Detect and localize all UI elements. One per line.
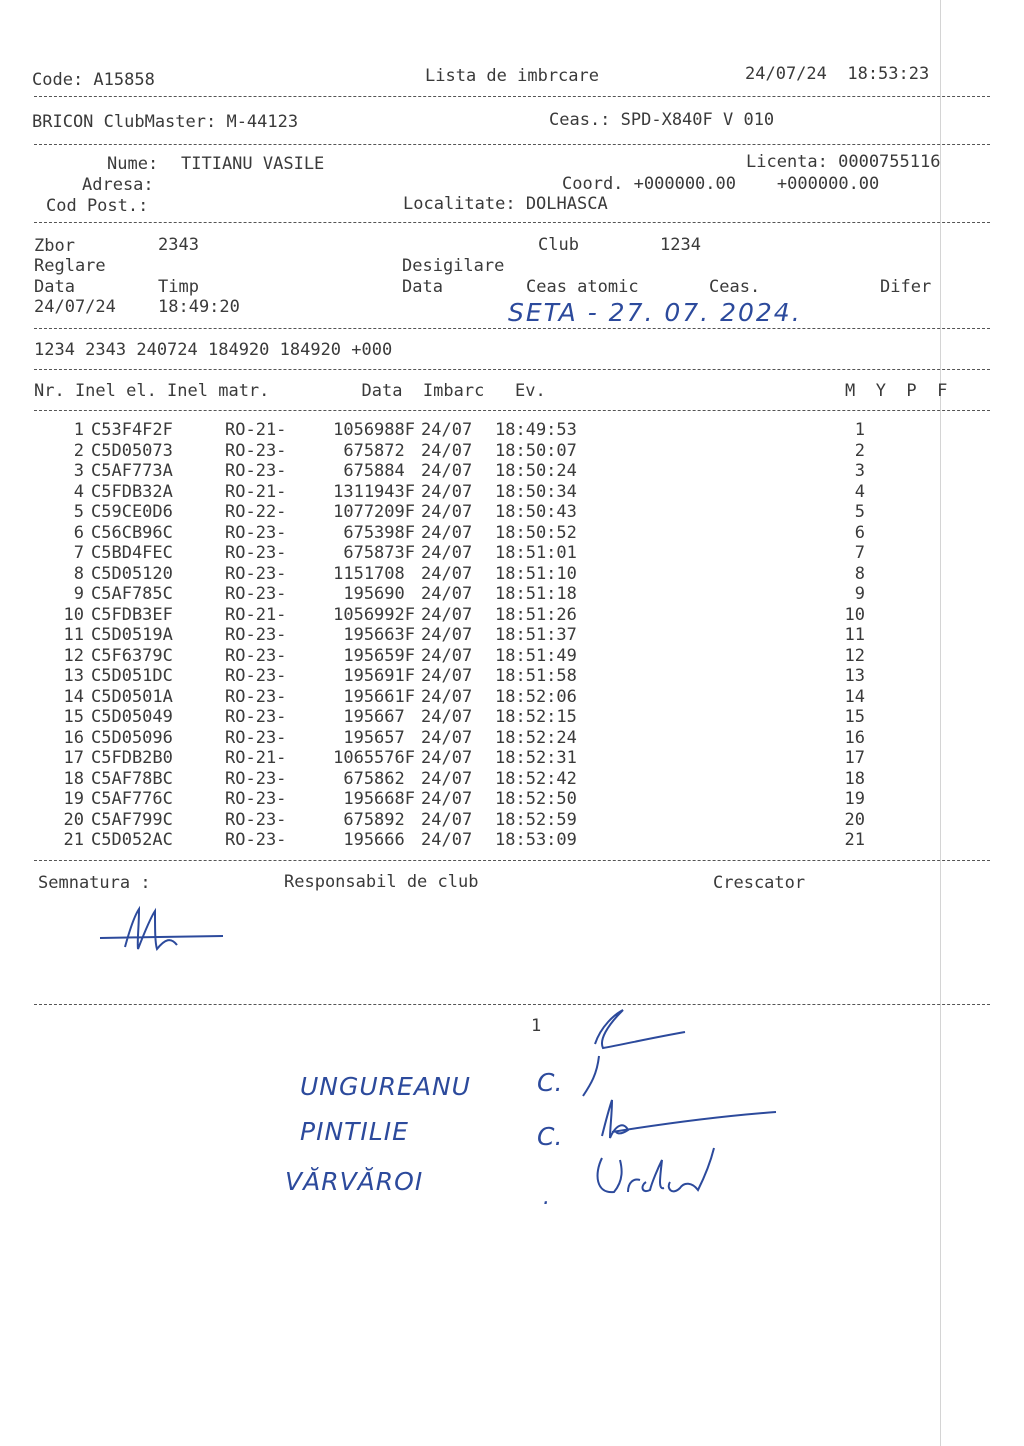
ring-series: RO-21- xyxy=(225,604,287,625)
row-number: 6 xyxy=(73,522,84,543)
electronic-ring: C5D05049 xyxy=(91,707,173,727)
club-responsible-label: Responsabil de club xyxy=(284,872,479,892)
electronic-ring: C5AF785C xyxy=(91,584,173,604)
row-number: 14 xyxy=(63,686,84,707)
table-row xyxy=(34,625,865,646)
clock-date: 24/07 xyxy=(421,543,473,563)
clock-time: 18:52:06 xyxy=(495,686,577,707)
flight-label: Zbor xyxy=(34,236,75,256)
scan-fold-line xyxy=(940,0,941,1446)
separator xyxy=(34,860,990,861)
handwritten-name-1: UNGUREANU xyxy=(300,1072,471,1101)
rank-m: 12 xyxy=(844,645,865,666)
rank-m: 18 xyxy=(844,768,865,789)
separator xyxy=(34,222,990,223)
ring-series: RO-23- xyxy=(225,543,287,563)
rank-m: 6 xyxy=(854,522,865,543)
rank-m: 11 xyxy=(844,625,865,645)
clock-date: 24/07 xyxy=(421,584,473,604)
owner-name: TITIANU VASILE xyxy=(181,154,325,174)
clock-date: 24/07 xyxy=(421,707,473,727)
rank-m: 10 xyxy=(844,604,865,625)
ring-number: 195657 xyxy=(343,727,415,748)
clock-date: 24/07 xyxy=(421,625,473,645)
set-date: 24/07/24 xyxy=(34,297,116,317)
electronic-ring: C5D05073 xyxy=(91,440,173,461)
clock-time: 18:51:37 xyxy=(495,625,577,645)
table-row xyxy=(34,420,865,441)
clock-time: 18:50:24 xyxy=(495,461,577,481)
clock-date: 24/07 xyxy=(421,645,473,666)
electronic-ring: C5AF776C xyxy=(91,789,173,809)
table-row xyxy=(34,646,865,667)
clock-time: 18:51:01 xyxy=(495,543,577,563)
electronic-ring: C5D052AC xyxy=(91,830,173,850)
clock-date: 24/07 xyxy=(421,727,473,748)
handwritten-signature-3 xyxy=(588,1138,738,1208)
electronic-ring: C5D05096 xyxy=(91,727,173,748)
name-label: Nume: xyxy=(107,154,159,174)
table-row xyxy=(34,830,865,851)
reglare-label: Reglare xyxy=(34,256,106,276)
ring-series: RO-23- xyxy=(225,645,287,666)
table-row xyxy=(34,707,865,728)
electronic-ring: C5FDB32A xyxy=(91,481,173,502)
ring-series: RO-23- xyxy=(225,625,287,645)
clock-date: 24/07 xyxy=(421,502,473,522)
electronic-ring: C53F4F2F xyxy=(91,420,173,440)
ring-series: RO-23- xyxy=(225,563,287,584)
ring-number: 1056992F xyxy=(333,604,415,625)
row-number: 12 xyxy=(63,645,84,666)
clock-time: 18:50:43 xyxy=(495,502,577,522)
signature-label: Semnatura : xyxy=(38,873,151,893)
rank-m: 14 xyxy=(844,686,865,707)
table-row xyxy=(34,810,865,831)
ring-series: RO-23- xyxy=(225,830,287,850)
rank-m: 20 xyxy=(844,809,865,830)
table-row xyxy=(34,666,865,687)
table-row xyxy=(34,461,865,482)
code: Code: A15858 xyxy=(32,70,155,90)
ring-series: RO-21- xyxy=(225,420,287,440)
handwritten-signature-1 xyxy=(565,1004,715,1104)
table-row xyxy=(34,543,865,564)
ring-series: RO-23- xyxy=(225,789,287,809)
table-row xyxy=(34,789,865,810)
separator xyxy=(34,1004,990,1005)
ring-series: RO-23- xyxy=(225,461,287,481)
ring-series: RO-22- xyxy=(225,502,287,522)
electronic-ring: C5AF799C xyxy=(91,809,173,830)
electronic-ring: C5D0501A xyxy=(91,686,173,707)
row-number: 10 xyxy=(63,604,84,625)
row-number: 5 xyxy=(73,502,84,522)
rank-m: 4 xyxy=(854,481,865,502)
clock-date: 24/07 xyxy=(421,830,473,850)
clock-time: 18:52:50 xyxy=(495,789,577,809)
difference-label: Difer xyxy=(880,277,932,297)
electronic-ring: C5FDB2B0 xyxy=(91,748,173,768)
electronic-ring: C5D051DC xyxy=(91,666,173,686)
flag-columns: M Y P F xyxy=(845,381,948,401)
ring-number: 675862 xyxy=(343,768,415,789)
ring-number: 1065576F xyxy=(333,748,415,768)
clock-date: 24/07 xyxy=(421,666,473,686)
clock-time: 18:53:09 xyxy=(495,830,577,850)
ring-series: RO-23- xyxy=(225,727,287,748)
ring-number: 1311943F xyxy=(333,481,415,502)
ring-number: 675872 xyxy=(343,440,415,461)
ring-series: RO-23- xyxy=(225,686,287,707)
ring-series: RO-23- xyxy=(225,707,287,727)
rank-m: 17 xyxy=(844,748,865,768)
rank-m: 16 xyxy=(844,727,865,748)
row-number: 18 xyxy=(63,768,84,789)
ring-number: 195690 xyxy=(343,584,415,604)
ring-series: RO-23- xyxy=(225,584,287,604)
handwritten-name-3: VĂRVĂROI xyxy=(285,1167,424,1196)
table-row xyxy=(34,502,865,523)
electronic-ring: C59CE0D6 xyxy=(91,502,173,522)
row-number: 13 xyxy=(63,666,84,686)
handwritten-mark-1: C. xyxy=(537,1068,563,1097)
separator xyxy=(34,328,990,329)
rank-m: 21 xyxy=(844,830,865,850)
ring-series: RO-23- xyxy=(225,440,287,461)
ring-series: RO-23- xyxy=(225,522,287,543)
clock-time: 18:52:31 xyxy=(495,748,577,768)
clock-time: 18:49:53 xyxy=(495,420,577,440)
separator xyxy=(34,410,990,411)
rank-m: 1 xyxy=(854,420,865,440)
ring-number: 675398F xyxy=(343,522,415,543)
ring-number: 1151708 xyxy=(333,563,415,584)
clock-id: Ceas.: SPD-X840F V 010 xyxy=(549,110,775,130)
locality: Localitate: DOLHASCA xyxy=(403,194,608,214)
clock-time: 18:52:24 xyxy=(495,727,577,748)
clock-date: 24/07 xyxy=(421,604,473,625)
table-row xyxy=(34,605,865,626)
atomic-clock-label: Ceas atomic xyxy=(526,277,639,297)
clock-date: 24/07 xyxy=(421,461,473,481)
ring-number: 675873F xyxy=(343,543,415,563)
rank-m: 13 xyxy=(844,666,865,686)
electronic-ring: C5AF773A xyxy=(91,461,173,481)
ring-series: RO-23- xyxy=(225,809,287,830)
ring-series: RO-21- xyxy=(225,481,287,502)
clock-time: 18:51:18 xyxy=(495,584,577,604)
coordinates: Coord. +000000.00 +000000.00 xyxy=(562,174,880,194)
clock-time: 18:50:07 xyxy=(495,440,577,461)
separator xyxy=(34,96,990,97)
row-number: 15 xyxy=(63,707,84,727)
rank-m: 2 xyxy=(854,440,865,461)
electronic-ring: C5FDB3EF xyxy=(91,604,173,625)
breeder-label: Crescator xyxy=(713,873,806,893)
document-title: Lista de imbrcare xyxy=(425,66,599,86)
rank-m: 7 xyxy=(854,543,865,563)
ring-number: 1056988F xyxy=(333,420,415,440)
table-row xyxy=(34,728,865,749)
electronic-ring: C5BD4FEC xyxy=(91,543,173,563)
clock-date: 24/07 xyxy=(421,522,473,543)
rank-m: 5 xyxy=(854,502,865,522)
handwritten-mark-2: C. xyxy=(537,1122,563,1151)
row-number: 17 xyxy=(63,748,84,768)
ring-number: 195667 xyxy=(343,707,415,727)
ring-number: 195668F xyxy=(343,789,415,809)
row-number: 1 xyxy=(73,420,84,440)
electronic-ring: C5AF78BC xyxy=(91,768,173,789)
table-row xyxy=(34,769,865,790)
handwritten-mark-3: . xyxy=(543,1185,550,1210)
rank-m: 15 xyxy=(844,707,865,727)
row-number: 21 xyxy=(63,830,84,850)
set-time: 18:49:20 xyxy=(158,297,240,317)
date-label-2: Data xyxy=(402,277,443,297)
time-label: Timp xyxy=(158,277,199,297)
date-label: Data xyxy=(34,277,75,297)
print-datetime: 24/07/24 18:53:23 xyxy=(745,64,930,84)
row-number: 19 xyxy=(63,789,84,809)
clock-time: 18:50:52 xyxy=(495,522,577,543)
table-row xyxy=(34,748,865,769)
ring-number: 675892 xyxy=(343,809,415,830)
table-row xyxy=(34,584,865,605)
handwritten-signature xyxy=(95,905,230,955)
ring-number: 195663F xyxy=(343,625,415,645)
address-label: Adresa: xyxy=(82,175,154,195)
clock-time: 18:51:49 xyxy=(495,645,577,666)
device: BRICON ClubMaster: M-44123 xyxy=(32,112,299,132)
summary-line: 1234 2343 240724 184920 184920 +000 xyxy=(34,340,393,360)
handwritten-name-2: PINTILIE xyxy=(300,1117,409,1146)
clock-time: 18:51:10 xyxy=(495,563,577,584)
row-number: 7 xyxy=(73,543,84,563)
club-number: 1234 xyxy=(660,235,701,255)
electronic-ring: C5D0519A xyxy=(91,625,173,645)
rank-m: 19 xyxy=(844,789,865,809)
postcode-label: Cod Post.: xyxy=(46,196,149,216)
clock-date: 24/07 xyxy=(421,563,473,584)
row-number: 20 xyxy=(63,809,84,830)
rank-m: 3 xyxy=(854,461,865,481)
club-label: Club xyxy=(538,235,579,255)
separator xyxy=(34,144,990,145)
clock-time: 18:51:58 xyxy=(495,666,577,686)
clock-time: 18:52:15 xyxy=(495,707,577,727)
flight-number: 2343 xyxy=(158,235,199,255)
table-row xyxy=(34,564,865,585)
clock-time: 18:52:42 xyxy=(495,768,577,789)
row-number: 16 xyxy=(63,727,84,748)
clock-time: 18:50:34 xyxy=(495,481,577,502)
row-number: 9 xyxy=(73,584,84,604)
electronic-ring: C5D05120 xyxy=(91,563,173,584)
table-row xyxy=(34,523,865,544)
clock-date: 24/07 xyxy=(421,768,473,789)
table-row xyxy=(34,441,865,462)
license: Licenta: 0000755116 xyxy=(746,152,941,172)
clock-date: 24/07 xyxy=(421,420,473,440)
clock-date: 24/07 xyxy=(421,440,473,461)
row-number: 11 xyxy=(63,625,84,645)
table-row xyxy=(34,482,865,503)
page-number: 1 xyxy=(531,1016,542,1036)
row-number: 8 xyxy=(73,563,84,584)
clock-time: 18:51:26 xyxy=(495,604,577,625)
ring-number: 195691F xyxy=(343,666,415,686)
clock-date: 24/07 xyxy=(421,481,473,502)
table-row xyxy=(34,687,865,708)
row-number: 2 xyxy=(73,440,84,461)
electronic-ring: C5F6379C xyxy=(91,645,173,666)
ring-number: 195661F xyxy=(343,686,415,707)
column-header: Nr. Inel el. Inel matr. Data Imbarc Ev. xyxy=(34,381,546,401)
rank-m: 8 xyxy=(854,563,865,584)
clocking-table xyxy=(34,420,865,851)
clock-label: Ceas. xyxy=(709,277,761,297)
desigilare-label: Desigilare xyxy=(402,256,505,276)
ring-number: 195659F xyxy=(343,645,415,666)
ring-series: RO-23- xyxy=(225,666,287,686)
handwritten-seta-date: SETA - 27. 07. 2024. xyxy=(508,298,802,327)
clock-date: 24/07 xyxy=(421,748,473,768)
ring-number: 195666 xyxy=(343,830,415,850)
ring-series: RO-21- xyxy=(225,748,287,768)
ring-number: 675884 xyxy=(343,461,415,481)
clock-date: 24/07 xyxy=(421,686,473,707)
row-number: 4 xyxy=(73,481,84,502)
ring-number: 1077209F xyxy=(333,502,415,522)
clock-date: 24/07 xyxy=(421,789,473,809)
clock-date: 24/07 xyxy=(421,809,473,830)
separator xyxy=(34,369,990,370)
electronic-ring: C56CB96C xyxy=(91,522,173,543)
rank-m: 9 xyxy=(854,584,865,604)
ring-series: RO-23- xyxy=(225,768,287,789)
clock-time: 18:52:59 xyxy=(495,809,577,830)
row-number: 3 xyxy=(73,461,84,481)
